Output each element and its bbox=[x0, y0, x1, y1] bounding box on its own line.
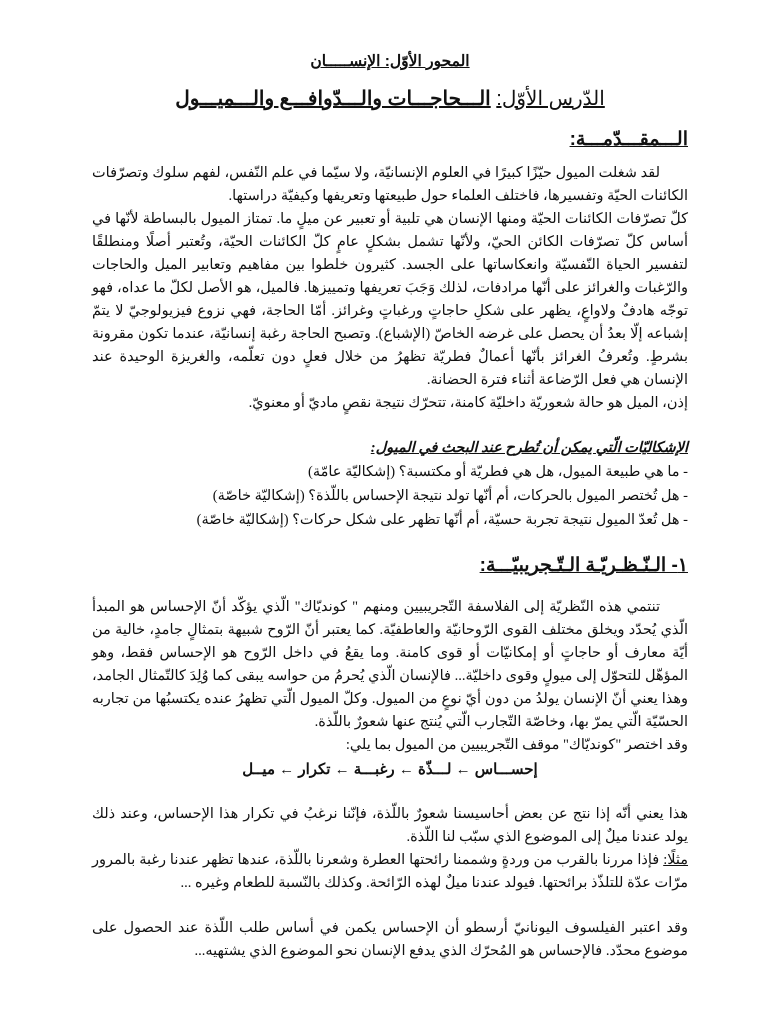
example-paragraph bbox=[92, 849, 688, 895]
problems-list bbox=[92, 460, 688, 532]
sensation-formula: إحســـاس ← لـــذّة ← رغبـــة ← تكرار ← ميــل bbox=[242, 761, 538, 778]
empirical-theory-heading: ١- الـنّـظـريّـة الـتّـجريبيّـــة: bbox=[479, 555, 688, 576]
empirical-paragraph-3: هذا يعني أنّه إذا نتج عن بعض أحاسيسنا شعورٌ باللّذة، فإنّنا نرغبُ في تكرار هذا الإحساس، وعند ذلك يولد عندنا ميلٌ إلى الموضوع الذي سبّب لنا اللّذة. bbox=[92, 806, 688, 845]
intro-paragraph-1: لقد شغلت الميول حيّزًا كبيرًا في العلوم الإنسانيّة، ولا سيّما في علم النّفس، لفهم سلوك وتصرّفات الكائنات الحيّة وتفسيرها، فاختلف العلماء حول طبيعتها وتعريفها وكيفيّة دراستها. bbox=[92, 165, 688, 204]
problems-heading: الإشكاليّات الّتي يمكن أن تُطرح عند البحث في الميول: bbox=[370, 440, 688, 456]
empirical-paragraph-2: وقد اختصر "كونديّاك" موقف التّجريبيين من الميول بما يلي: bbox=[345, 737, 688, 753]
problem-item: - هل تُعدّ الميول نتيجة تجربة حسيّة، أم أنّها تظهر على شكل حركات؟ (إشكاليّة خاصّة) bbox=[196, 512, 688, 528]
lesson-label: الدّرس الأوّل: bbox=[496, 88, 605, 110]
problem-item: - ما هي طبيعة الميول، هل هي فطريّة أو مكتسبة؟ (إشكاليّة عامّة) bbox=[308, 464, 688, 480]
problem-item: - هل تُختصر الميول بالحركات، أم أنّها تولد نتيجة الإحساس باللّذة؟ (إشكاليّة خاصّة) bbox=[212, 488, 688, 504]
aristotle-paragraph: وقد اعتبر الفيلسوف اليونانيّ أرسطو أن الإحساس يكمن في أساس طلب اللّذة عند الحصول على موضوع محدّد. فالإحساس هو المُحرّك الذي يدفع الإنسان نحو الموضوع الذي يشتهيه... bbox=[92, 920, 688, 959]
intro-heading: الـــمقـــدّمـــة: bbox=[569, 129, 688, 150]
empirical-paragraph-1: تنتمي هذه النّظريّة إلى الفلاسفة التّجريبيين ومنهم " كونديّاك" الّذي يؤكّد أنّ الإحساس هو المبدأ الّذي يُحدّد ويخلق مختلف القوى الرّوحانيّة والعاطفيّة. كما يعتبر أنّ الرّوح شبيهة بتمثالٍ جامدٍ، خالية من أيّة معارف أو حاجاتٍ أو إمكانيّات أو قوى كامنة. وما يقعُ في داخل الرّوح هو الإحساس فقط، وهو المؤهّل للتحوّل إلى ميولٍ وقوى داخليّة... فالإنسان الّذي يُحرمُ من حواسه يبقى كما وُلِدَ كالتّمثال الجامد، وهذا يعني أنّ الإنسان يولدُ من دون أيّ نوعٍ من الميول. وكلّ الميول الّتي تظهرُ عنده يكتسبُها من تجاربه الحسّيّة الّتي يمرّ بها، وخاصّة التّجارب الّتي يُنتج عنها شعورٌ باللّذة. bbox=[92, 599, 688, 730]
intro-paragraph-2: كلّ تصرّفات الكائنات الحيّة ومنها الإنسان هي تلبية أو تعبير عن ميلٍ ما. تمتاز الميول بالبساطة لأنّها في أساس كلّ تصرّفات الكائن الحيّ، ولأنّها تشمل بشكلٍ عامٍ كلّ الكائنات الحيّة، وتُعتبر أصلًا ومنطلقًا لتفسير الحياة النّفسيّة وانعكاساتها على الجسد. كثيرون خلطوا بين مفاهيم وتعابير الميل والحاجات والرّغبات والغرائز على أنّها مرادفات، لذلك وَجَبَ تعريفها وتمييزها. فالميل، هو الأصل لكلّ ما عداه، فهو توجّه هادفٌ ولاواعٍ، يظهر على شكلِ حاجاتٍ ورغباتٍ وغرائز. أمّا الحاجة، فهي نزوع فيزيولوجيّ لا يتمّ إشباعه إلّا بعدُ أن يحصل على غرضه الخاصّ (الإشباع). وتصبح الحاجة رغبة إنسانيّة، عندما تكون مقرونة بشرطٍ. وتُعرفُ الغرائز بأنّها أعمالٌ فطريّة تظهرُ من خلال فعلٍ دون تعلّمه، والغريزة الوحيدة عند الإنسان هي فعل الرّضاعة أثناء فترة الحضانة. bbox=[92, 211, 688, 388]
example-label: مثلًا: bbox=[663, 852, 689, 868]
intro-paragraph-3: إذن، الميل هو حالة شعوريّة داخليّة كامنة، تتحرّك نتيجة نقصٍ ماديّ أو معنويّ. bbox=[248, 395, 688, 411]
lesson-main-title: الـــحاجـــات والـــدّوافـــع والـــميـــول bbox=[175, 88, 491, 110]
lesson-title bbox=[92, 86, 688, 112]
example-text: فإذا مررنا بالقرب من وردةٍ وشممنا رائحتها العطرة وشعرنا باللّذة، عندها تظهر عندنا رغبة بالمرور مرّات عدّة للتلذّذ برائحتها. فيولد عندنا ميلٌ لهذه الرّائحة. وكذلك بالنّسبة للطعام وغيره ... bbox=[92, 852, 688, 891]
axis-title: المحور الأوّل: الإنســـــان bbox=[310, 53, 470, 70]
